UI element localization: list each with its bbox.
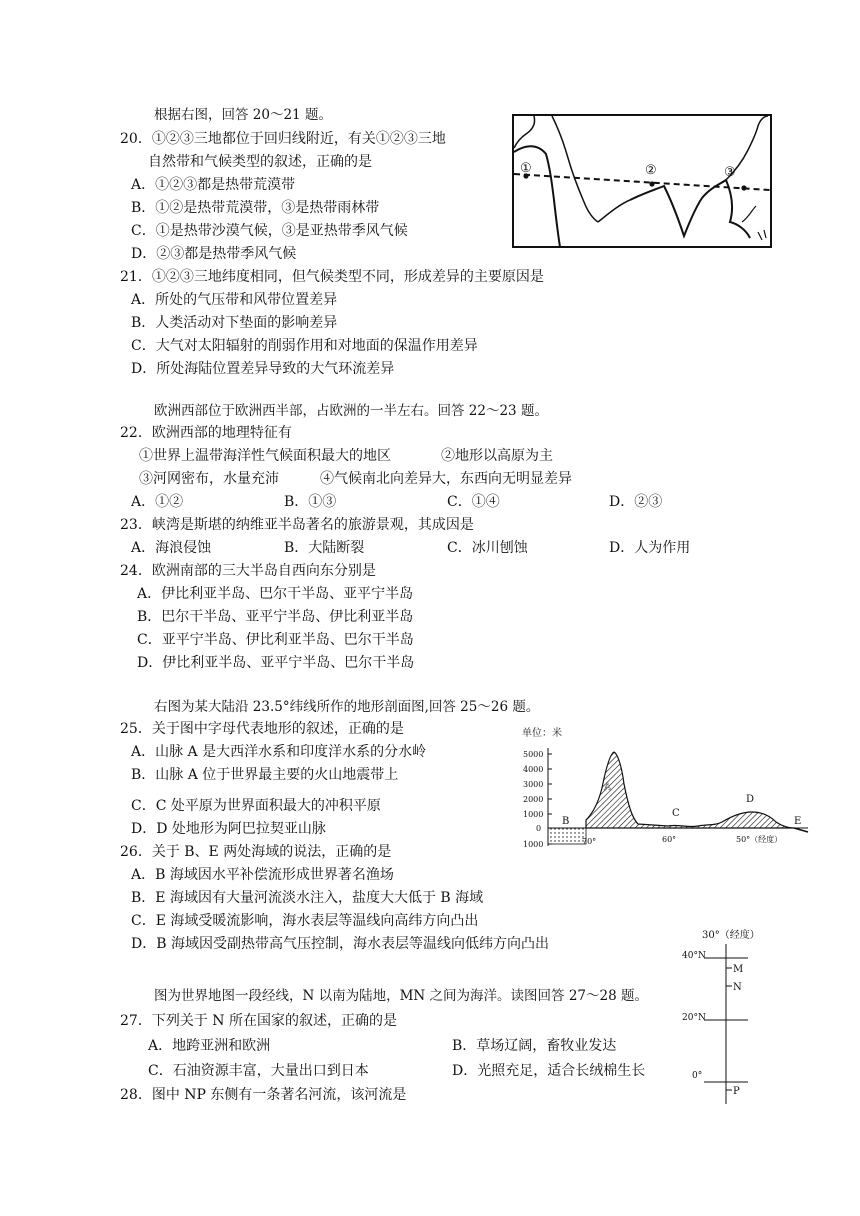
x-tick-60: 60° — [662, 835, 677, 844]
lat-label-20n: 20°N — [682, 1013, 706, 1023]
option-22-b: B．①③ — [284, 494, 337, 510]
option-22-a: A．①② — [131, 494, 184, 510]
meridian-top-label: 30°（经度） — [702, 930, 760, 941]
option-27-a: A．地跨亚洲和欧洲 — [148, 1038, 271, 1054]
x-tick-50: 50°（经度） — [736, 835, 783, 844]
profile-letter-c: C — [672, 808, 680, 819]
option-25-b: B．山脉 A 位于世界最主要的火山地震带上 — [131, 767, 399, 783]
map-marker-2: ② — [645, 163, 657, 178]
option-20-c: C．①是热带沙漠气候，③是亚热带季风气候 — [131, 223, 408, 239]
question-27-stem: 27．下列关于 N 所在国家的叙述，正确的是 — [120, 1013, 397, 1029]
map-marker-1: ① — [520, 161, 532, 176]
y-tick-5000: 5000 — [523, 750, 544, 759]
question-22-stem: 22．欧洲西部的地理特征有 — [120, 425, 292, 441]
option-27-b: B．草场辽阔，畜牧业发达 — [452, 1038, 617, 1054]
option-23-b: B．大陆断裂 — [284, 540, 365, 556]
y-tick-1000: 1000 — [523, 810, 544, 819]
option-25-c: C．C 处平原为世界面积最大的冲积平原 — [131, 798, 381, 814]
option-24-b: B．巴尔干半岛、亚平宁半岛、伊比利亚半岛 — [137, 609, 414, 625]
option-22-d: D．②③ — [609, 494, 663, 510]
option-24-a: A．伊比利亚半岛、巴尔干半岛、亚平宁半岛 — [137, 586, 414, 602]
profile-letter-a: A — [604, 782, 612, 793]
option-21-b: B．人类活动对下垫面的影响差异 — [131, 315, 338, 331]
tropic-map-figure — [512, 114, 772, 248]
terrain-profile-figure — [518, 724, 810, 854]
option-22-c: C．①④ — [447, 494, 500, 510]
option-26-d: D．B 海域因受副热带高气压控制，海水表层等温线向低纬方向凸出 — [131, 936, 549, 952]
option-23-c: C．冰川刨蚀 — [447, 540, 528, 556]
question-20-stem: 20．①②③三地都位于回归线附近，有关①②③三地 — [120, 131, 446, 147]
point-p: P — [733, 1086, 740, 1097]
option-20-b: B．①②是热带荒漠带，③是热带雨林带 — [131, 200, 380, 216]
option-27-c: C．石油资源丰富，大量出口到日本 — [148, 1063, 369, 1079]
option-21-c: C．大气对太阳辐射的削弱作用和对地面的保温作用差异 — [131, 338, 478, 354]
profile-letter-b: B — [562, 816, 570, 827]
option-21-d: D．所处海陆位置差异导致的大气环流差异 — [131, 361, 395, 377]
y-tick-neg-1000: 1000 — [523, 840, 544, 849]
statement-22-4: ④气候南北向差异大，东西向无明显差异 — [320, 471, 572, 487]
option-26-b: B．E 海域因有大量河流淡水注入，盐度大大低于 B 海域 — [131, 890, 484, 906]
option-24-c: C．亚平宁半岛、伊比利亚半岛、巴尔干半岛 — [137, 632, 414, 648]
lat-label-0: 0° — [692, 1071, 703, 1081]
question-21-stem: 21．①②③三地纬度相同，但气候类型不同，形成差异的主要原因是 — [120, 269, 544, 285]
x-tick-70: 70° — [582, 837, 597, 846]
option-21-a: A．所处的气压带和风带位置差异 — [131, 292, 338, 308]
question-26-stem: 26．关于 B、E 两处海域的说法，正确的是 — [120, 844, 392, 860]
y-tick-4000: 4000 — [523, 765, 544, 774]
profile-letter-d: D — [746, 794, 755, 805]
intro-20-21: 根据右图，回答 20～21 题。 — [154, 107, 332, 123]
intro-27-28: 图为世界地图一段经线，N 以南为陆地，MN 之间为海洋。读图回答 27～28 题。 — [154, 988, 648, 1004]
option-23-d: D．人为作用 — [609, 540, 691, 556]
statement-22-1: ①世界上温带海洋性气候面积最大的地区 — [139, 448, 391, 464]
option-20-a: A．①②③都是热带荒漠带 — [131, 177, 296, 193]
point-n: N — [733, 982, 742, 993]
statement-22-2: ②地形以高原为主 — [441, 448, 553, 464]
option-25-d: D．D 处地形为阿巴拉契亚山脉 — [131, 821, 326, 837]
option-20-d: D．②③都是热带季风气候 — [131, 246, 297, 262]
map-marker-3: ③ — [724, 165, 736, 180]
lat-label-40n: 40°N — [682, 951, 706, 961]
intro-22-23: 欧洲西部位于欧洲西半部，占欧洲的一半左右。回答 22～23 题。 — [154, 403, 548, 419]
option-23-a: A．海浪侵蚀 — [131, 540, 212, 556]
question-28-stem: 28．图中 NP 东侧有一条著名河流，该河流是 — [120, 1087, 407, 1103]
question-23-stem: 23．峡湾是斯堪的纳维亚半岛著名的旅游景观，其成因是 — [120, 517, 474, 533]
option-25-a: A．山脉 A 是大西洋水系和印度洋水系的分水岭 — [131, 744, 427, 760]
option-26-a: A．B 海域因水平补偿流形成世界著名渔场 — [131, 867, 394, 883]
question-24-stem: 24．欧洲南部的三大半岛自西向东分别是 — [120, 563, 376, 579]
y-tick-2000: 2000 — [523, 795, 544, 804]
profile-unit-label: 单位：米 — [522, 728, 562, 739]
y-tick-0: 0 — [536, 824, 542, 833]
statement-22-3: ③河网密布，水量充沛 — [139, 471, 279, 487]
option-26-c: C．E 海域受暖流影响，海水表层等温线向高纬方向凸出 — [131, 913, 479, 929]
option-27-d: D．光照充足，适合长绒棉生长 — [452, 1063, 646, 1079]
intro-25-26: 右图为某大陆沿 23.5°纬线所作的地形剖面图,回答 25～26 题。 — [154, 699, 540, 715]
profile-letter-e: E — [794, 816, 802, 827]
option-24-d: D．伊比利亚半岛、亚平宁半岛、巴尔干半岛 — [137, 655, 415, 671]
question-20-stem-cont: 自然带和气候类型的叙述，正确的是 — [148, 154, 372, 170]
y-tick-3000: 3000 — [523, 780, 544, 789]
question-25-stem: 25．关于图中字母代表地形的叙述，正确的是 — [120, 721, 404, 737]
meridian-figure — [678, 924, 808, 1110]
point-m: M — [733, 964, 744, 975]
